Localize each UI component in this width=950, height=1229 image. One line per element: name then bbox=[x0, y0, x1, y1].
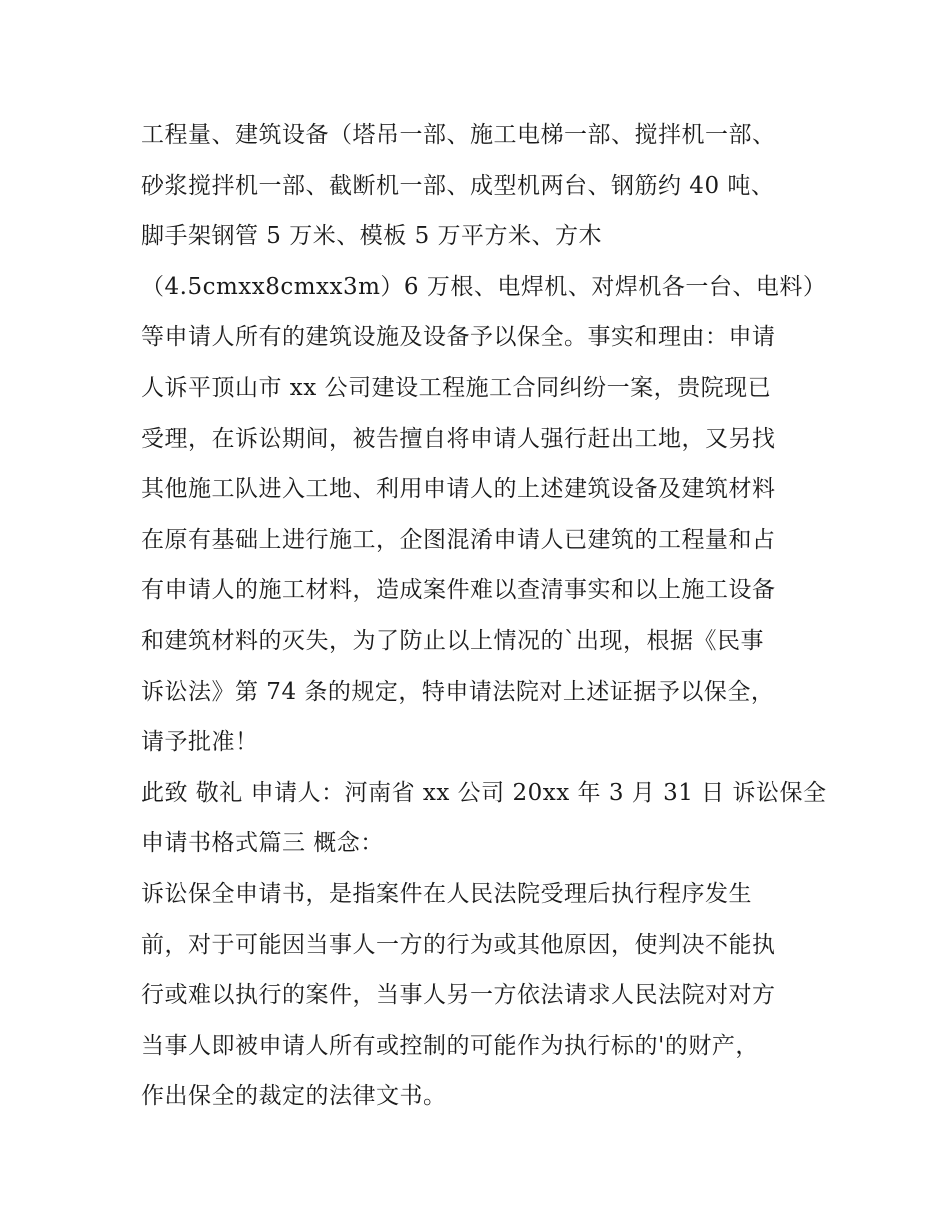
text-line: 人诉平顶山市 xx 公司建设工程施工合同纠纷一案，贵院现已 bbox=[141, 374, 772, 401]
text-line: 申请书格式篇三 概念： bbox=[141, 830, 384, 857]
text-line: 作出保全的裁定的法律文书。 bbox=[141, 1083, 447, 1110]
text-line: 诉讼保全申请书，是指案件在人民法院受理后执行程序发生 bbox=[141, 880, 752, 907]
text-line: 其他施工队进入工地、利用申请人的上述建筑设备及建筑材料 bbox=[141, 476, 776, 503]
text-line: 受理，在诉讼期间，被告擅自将申请人强行赶出工地，又另找 bbox=[141, 425, 776, 452]
text-line: 在原有基础上进行施工，企图混淆申请人已建筑的工程量和占 bbox=[141, 526, 776, 553]
text-line: 此致 敬礼 申请人：河南省 xx 公司 20xx 年 3 月 31 日 诉讼保全 bbox=[141, 779, 827, 806]
text-line: 当事人即被申请人所有或控制的可能作为执行标的'的财产， bbox=[141, 1032, 759, 1059]
text-line: 有申请人的施工材料，造成案件难以查清事实和以上施工设备 bbox=[141, 577, 776, 604]
text-line: （4.5cmxx8cmxx3m）6 万根、电焊机、对焊机各一台、电料） bbox=[141, 273, 827, 300]
text-line: 和建筑材料的灭失，为了防止以上情况的`出现，根据《民事 bbox=[141, 627, 764, 654]
body-text bbox=[141, 110, 827, 1122]
text-line: 砂浆搅拌机一部、截断机一部、成型机两台、钢筋约 40 吨、 bbox=[141, 172, 775, 199]
text-line: 请予批准！ bbox=[141, 729, 259, 756]
text-line: 脚手架钢管 5 万米、模板 5 万平方米、方木 bbox=[141, 223, 603, 250]
text-line: 前，对于可能因当事人一方的行为或其他原因，使判决不能执 bbox=[141, 931, 776, 958]
text-line: 工程量、建筑设备（塔吊一部、施工电梯一部、搅拌机一部、 bbox=[141, 122, 776, 148]
text-line: 诉讼法》第 74 条的规定，特申请法院对上述证据予以保全， bbox=[141, 678, 775, 705]
text-line: 等申请人所有的建筑设施及设备予以保全。事实和理由：申请 bbox=[141, 324, 776, 351]
text-line: 行或难以执行的案件，当事人另一方依法请求人民法院对对方 bbox=[141, 982, 776, 1009]
